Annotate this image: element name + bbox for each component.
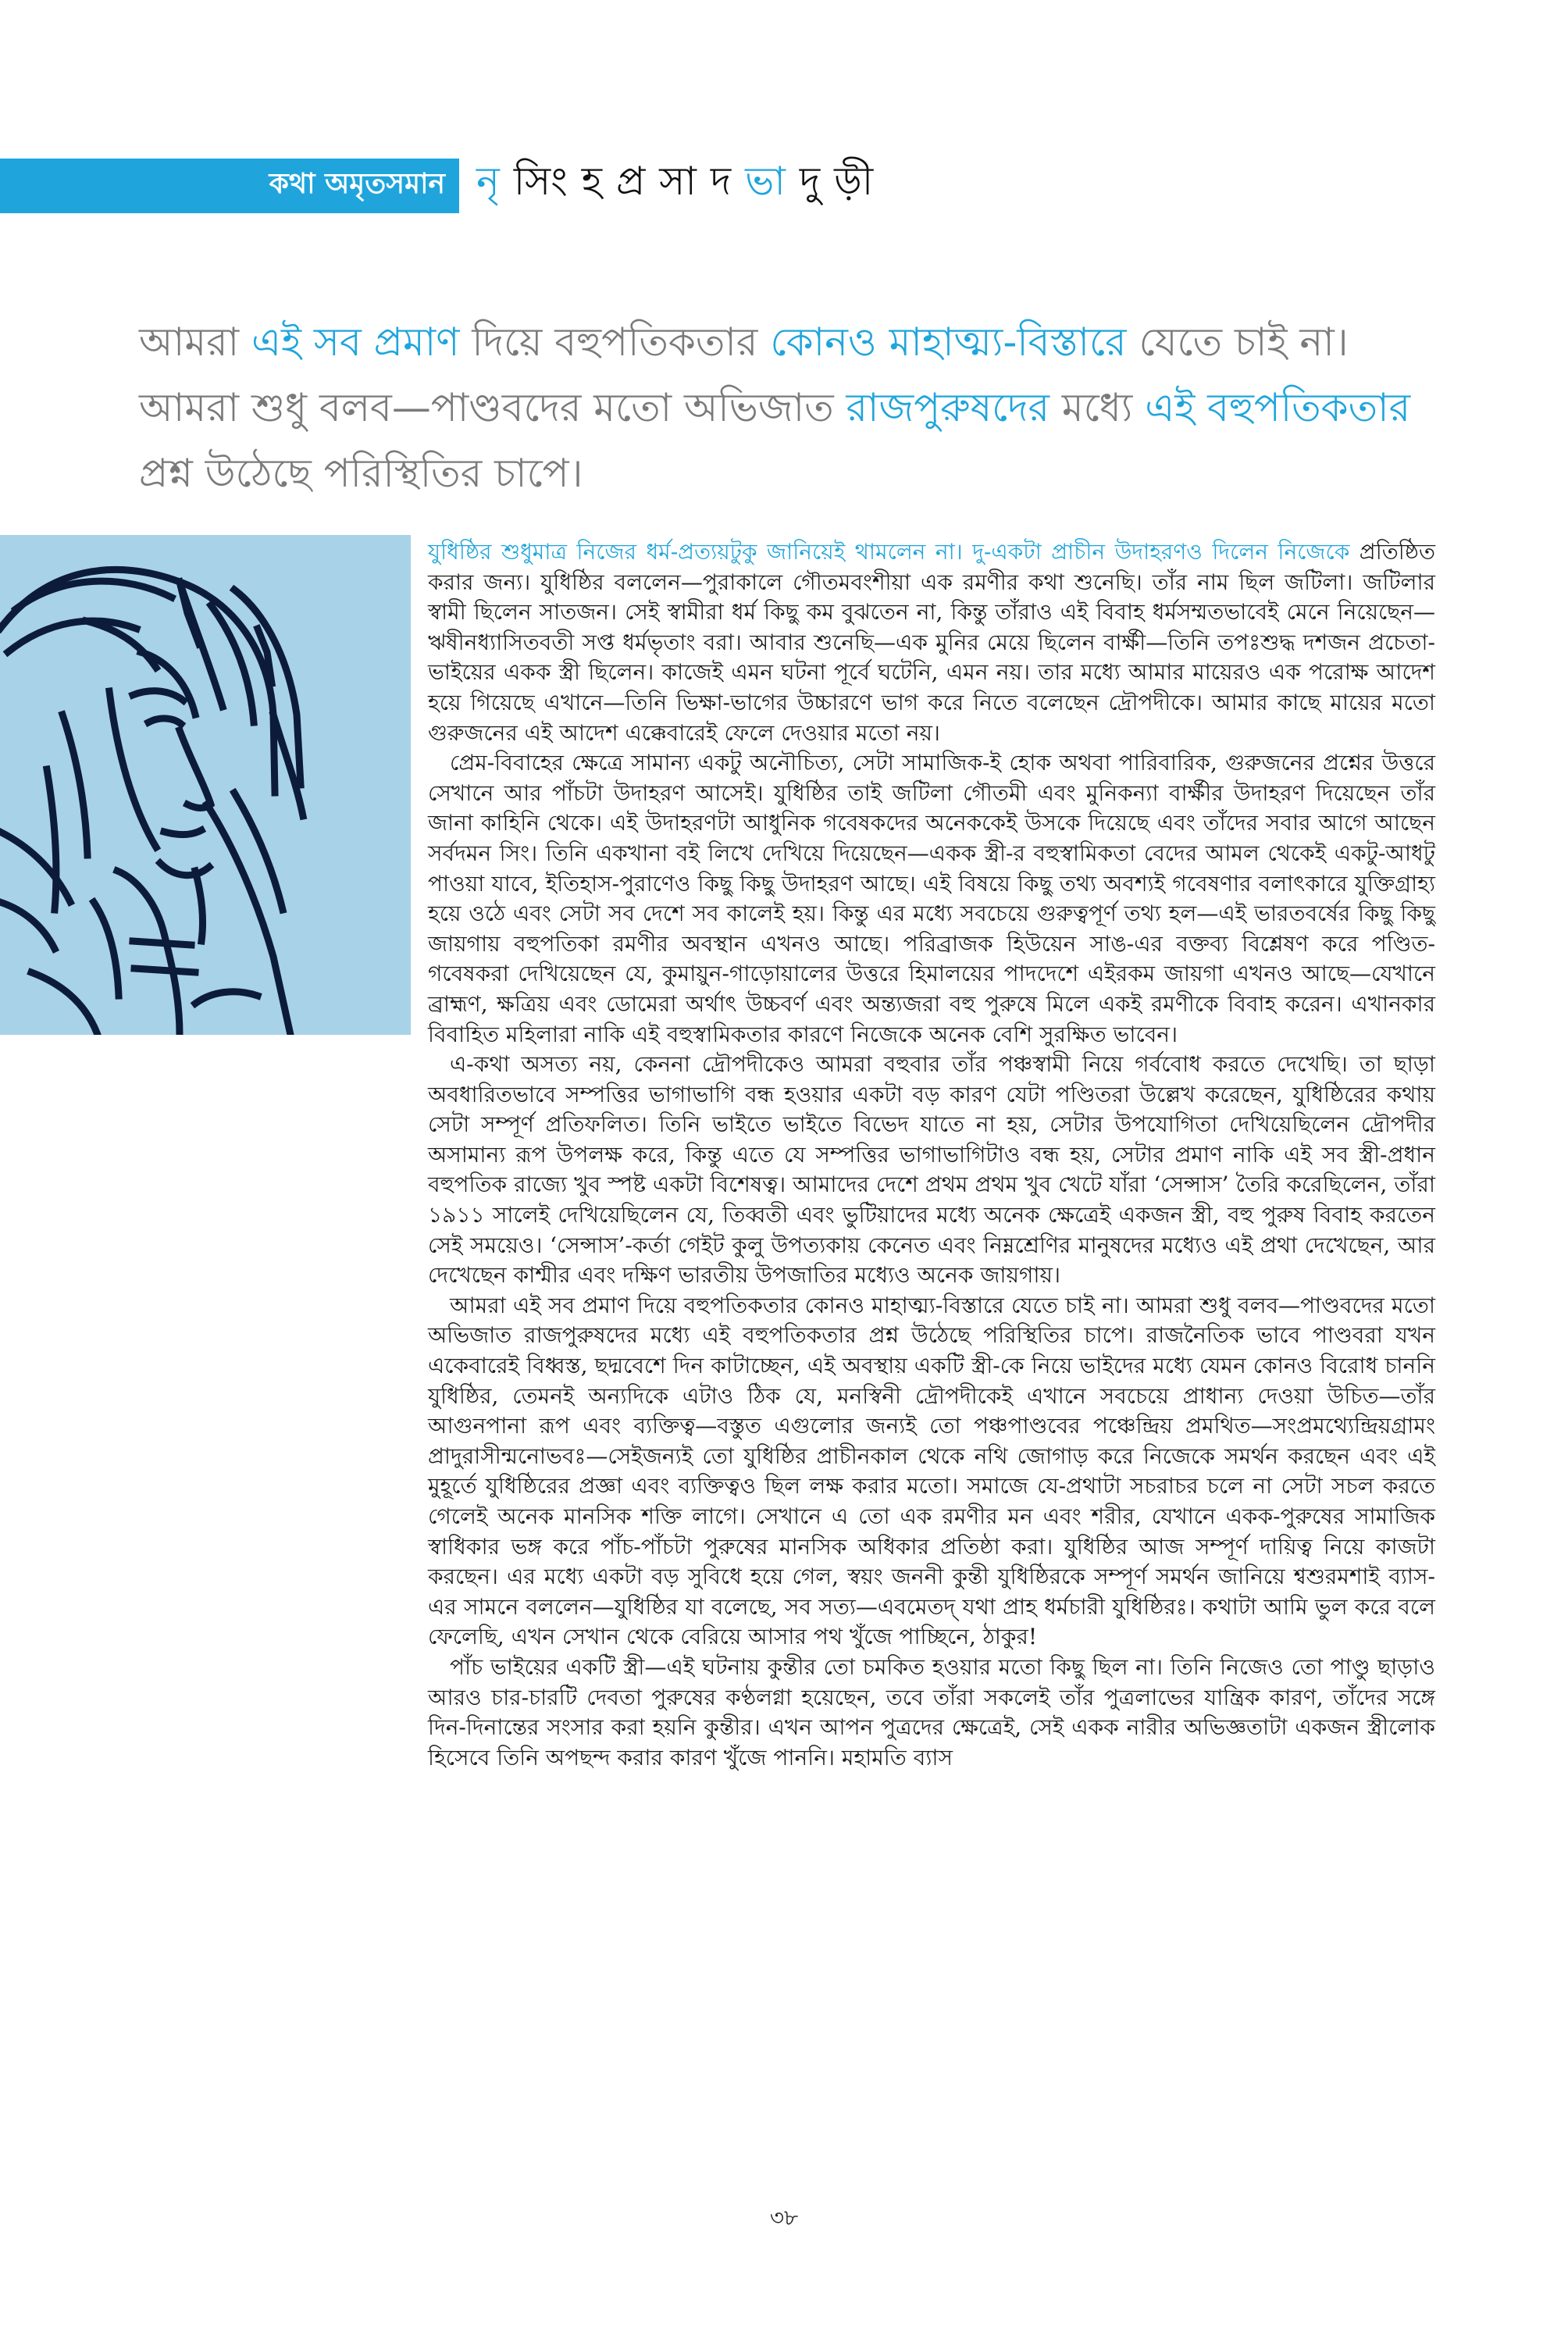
pull-quote-text: যেতে চাই না। আমরা শুধু বলব—পাণ্ডবদের মতো অভিজাত: [139, 319, 1349, 430]
author-name: [476, 153, 887, 216]
article-body: [428, 537, 1435, 1773]
pull-quote-highlight: এই বহুপতিকতার: [1145, 385, 1411, 430]
paragraph: পাঁচ ভাইয়ের একটি স্ত্রী—এই ঘটনায় কুন্তীর তো চমকিত হওয়ার মতো কিছু ছিল না। তিনি নিজেও তো পাণ্ডু ছাড়াও আরও চার-চারটি দেবতা পুরুষের কণ্ঠলগ্না হয়েছেন, তবে তাঁরা সকলেই তাঁর পুত্রলাভের যান্ত্রিক কারণ, তাঁদের সঙ্গে দিন-দিনান্তের সংসার করা হয়নি কুন্তীর। এখন আপন পুত্রদের ক্ষেত্রেই, সেই একক নারীর অভিজ্ঞতাটা একজন স্ত্রীলোক হিসেবে তিনি অপছন্দ করার কারণ খুঁজে পাননি। মহামতি ব্যাস: [428, 1653, 1435, 1771]
woman-portrait-icon: [0, 535, 411, 1035]
paragraph: প্রেম-বিবাহের ক্ষেত্রে সামান্য একটু অনৌচিত্য, সেটা সামাজিক-ই হোক অথবা পারিবারিক, গুরুজনের প্রশ্নের উত্তরে সেখানে আর পাঁচটা উদাহরণ আসেই। যুধিষ্ঠির তাই জটিলা গৌতমী এবং মুনিকন্যা বার্ক্ষীর উদাহরণ দিয়েছেন তাঁর জানা কাহিনি থেকে। এই উদাহরণটা আধুনিক গবেষকদের অনেককেই উসকে দিয়েছে এবং তাঁদের সবার আগে আছেন সর্বদমন সিং। তিনি একখানা বই লিখে দেখিয়ে দিয়েছেন—একক স্ত্রী-র বহুস্বামিকতা বেদের আমল থেকেই একটু-আধটু পাওয়া যাবে, ইতিহাস-পুরাণেও কিছু কিছু উদাহরণ আছে। এই বিষয়ে কিছু তথ্য অবশ্যই গবেষণার বলাৎকারে যুক্তিগ্রাহ্য হয়ে ওঠে এবং সেটা সব দেশে সব কালেই হয়। কিন্তু এর মধ্যে সবচেয়ে গুরুত্বপূর্ণ তথ্য হল—এই ভারতবর্ষের কিছু কিছু জায়গায় বহুপতিকা রমণীর অবস্থান এখনও আছে। পরিব্রাজক হিউয়েন সাঙ-এর বক্তব্য বিশ্লেষণ করে পণ্ডিত-গবেষকরা দেখিয়েছেন যে, কুমায়ুন-গাড়োয়ালের উত্তরে হিমালয়ের পাদদেশে এইরকম জায়গা এখনও আছে—যেখানে ব্রাহ্মণ, ক্ষত্রিয় এবং ডোমেরা অর্থাৎ উচ্চবর্ণ এবং অন্ত্যজরা বহু পুরুষে মিলে একই রমণীকে বিবাহ করেন। এখানকার বিবাহিত মহিলারা নাকি এই বহুস্বামিকতার কারণে নিজেকে অনেক বেশি সুরক্ষিত ভাবেন।: [428, 750, 1435, 1047]
author-name-part: নৃ: [476, 158, 514, 204]
paragraph: আমরা এই সব প্রমাণ দিয়ে বহুপতিকতার কোনও মাহাত্ম্য-বিস্তারে যেতে চাই না। আমরা শুধু বলব—পাণ্ডবদের মতো অভিজাত রাজপুরুষদের মধ্যে এই বহুপতিকতার প্রশ্ন উঠেছে পরিস্থিতির চাপে। রাজনৈতিক ভাবে পাণ্ডবরা যখন একেবারেই বিধ্বস্ত, ছদ্মবেশে দিন কাটাচ্ছেন, এই অবস্থায় একটি স্ত্রী-কে নিয়ে ভাইদের মধ্যে যেমন কোনও বিরোধ চাননি যুধিষ্ঠির, তেমনই অন্যদিকে এটাও ঠিক যে, মনস্বিনী দ্রৌপদীকেই এখানে সবচেয়ে প্রাধান্য দেওয়া উচিত—তাঁর আগুনপানা রূপ এবং ব্যক্তিত্ব—বস্তুত এগুলোর জন্যই তো পঞ্চপাণ্ডবের পঞ্চেন্দ্রিয় প্রমথিত—সংপ্রমথ্যেন্দ্রিয়গ্রামং প্রাদুরাসীন্মনোভবঃ—সেইজন্যই তো যুধিষ্ঠির প্রাচীনকাল থেকে নথি জোগাড় করে নিজেকে সমর্থন করছেন এবং এই মুহূর্তে যুধিষ্ঠিরের প্রজ্ঞা এবং ব্যক্তিত্বও ছিল লক্ষ করার মতো। সমাজে যে-প্রথাটা সচরাচর চলে না সেটা সচল করতে গেলেই অনেক মানসিক শক্তি লাগে। সেখানে এ তো এক রমণীর মন এবং শরীর, যেখানে একক-পুরুষের সামাজিক স্বাধিকার ভঙ্গ করে পাঁচ-পাঁচটা পুরুষের মানসিক অধিকার প্রতিষ্ঠা করা। যুধিষ্ঠির আজ সম্পূর্ণ দায়িত্ব নিয়ে কাজটা করছেন। এর মধ্যে একটা বড় সুবিধে হয়ে গেল, স্বয়ং জননী কুন্তী যুধিষ্ঠিরকে সম্পূর্ণ সমর্থন জানিয়ে শ্বশুরমশাই ব্যাস-এর সামনে বললেন—যুধিষ্ঠির যা বলেছে, সব সত্য—এবমেতদ্ যথা প্রাহ ধর্মচারী যুধিষ্ঠিরঃ। কথাটা আমি ভুল করে বলে ফেলেছি, এখন সেখান থেকে বেরিয়ে আসার পথ খুঁজে পাচ্ছিনে, ঠাকুর!: [428, 1292, 1435, 1650]
page-number: ৩৮: [769, 2205, 799, 2231]
portrait-illustration: [0, 535, 411, 1035]
author-name-part: ভা: [745, 158, 800, 204]
author-name-part: দুড়ী: [799, 158, 888, 204]
pull-quote-highlight: এই সব প্রমাণ: [251, 319, 460, 365]
paragraph: এ-কথা অসত্য নয়, কেননা দ্রৌপদীকেও আমরা বহুবার তাঁর পঞ্চস্বামী নিয়ে গর্ববোধ করতে দেখেছি। তা ছাড়া অবধারিতভাবে সম্পত্তির ভাগাভাগি বন্ধ হওয়ার একটা বড় কারণ যেটা পণ্ডিতরা উল্লেখ করেছেন, যুধিষ্ঠিরের কথায় সেটা সম্পূর্ণ প্রতিফলিত। তিনি ভাইতে ভাইতে বিভেদ যাতে না হয়, সেটার উপযোগিতা দেখিয়েছিলেন দ্রৌপদীর অসামান্য রূপ উপলক্ষ করে, কিন্তু এতে যে সম্পত্তির ভাগাভাগিটাও বন্ধ হয়, সেটার প্রমাণ নাকি এই সব স্ত্রী-প্রধান বহুপতিক রাজ্যে খুব স্পষ্ট একটা বিশেষত্ব। আমাদের দেশে প্রথম প্রথম খুব খেটে যাঁরা ‘সেন্সাস’ তৈরি করেছিলেন, তাঁরা ১৯১১ সালেই দেখিয়েছিলেন যে, তিব্বতী এবং ভুটিয়াদের মধ্যে অনেক ক্ষেত্রেই একজন স্ত্রী, বহু পুরুষ বিবাহ করতেন সেই সময়েও। ‘সেন্সাস’-কর্তা গেইট কুলু উপত্যকায় কেনেত এবং নিম্নশ্রেণির মানুষদের মধ্যেও এই প্রথা দেখেছেন, আর দেখেছেন কাশ্মীর এবং দক্ষিণ ভারতীয় উপজাতির মধ্যেও অনেক জায়গায়।: [428, 1051, 1435, 1289]
lead-text: যুধিষ্ঠির শুধুমাত্র নিজের ধর্ম-প্রত্যয়টুকু জানিয়েই থামলেন না। দু-একটা প্রাচীন উদাহরণও দিলেন নিজেকে: [428, 539, 1350, 565]
pull-quote-text: প্রশ্ন উঠেছে পরিস্থিতির চাপে।: [139, 451, 583, 496]
paragraph: [428, 537, 1435, 748]
pull-quote-text: দিয়ে বহুপতিকতার: [459, 319, 771, 365]
series-label: কথা অমৃতসমান: [269, 168, 445, 200]
pull-quote-highlight: কোনও মাহাত্ম্য-বিস্তারে: [770, 319, 1127, 365]
pull-quote-text: আমরা: [139, 319, 251, 365]
author-name-part: সিংহপ্রসাদ: [513, 158, 746, 204]
pull-quote-highlight: রাজপুরুষদের: [846, 385, 1050, 430]
paragraph-text: প্রতিষ্ঠিত করার জন্য। যুধিষ্ঠির বললেন—পুরাকালে গৌতমবংশীয়া এক রমণীর কথা শুনেছি। তাঁর নাম ছিল জটিলা। জটিলার স্বামী ছিলেন সাতজন। সেই স্বামীরা ধর্ম কিছু কম বুঝতেন না, কিন্তু তাঁরাও এই বিবাহ ধর্মসম্মতভাবেই মেনে নিয়েছেন—ঋষীনধ্যাসিতবতী সপ্ত ধর্মভৃতাং বরা। আবার শুনেছি—এক মুনির মেয়ে ছিলেন বার্ক্ষী—তিনি তপঃশুদ্ধ দশজন প্রচেতা-ভাইয়ের একক স্ত্রী ছিলেন। কাজেই এমন ঘটনা পূর্বে ঘটেনি, এমন নয়। তার মধ্যে আমার মায়েরও এক পরোক্ষ আদেশ হয়ে গিয়েছে এখানে—তিনি ভিক্ষা-ভাগের উচ্চারণে ভাগ করে নিতে বলেছেন দ্রৌপদীকে। আমার কাছে মায়ের মতো গুরুজনের এই আদেশ এক্কেবারেই ফেলে দেওয়ার মতো নয়।: [428, 539, 1435, 746]
pull-quote-text: মধ্যে: [1049, 385, 1146, 430]
pull-quote: [139, 309, 1435, 506]
